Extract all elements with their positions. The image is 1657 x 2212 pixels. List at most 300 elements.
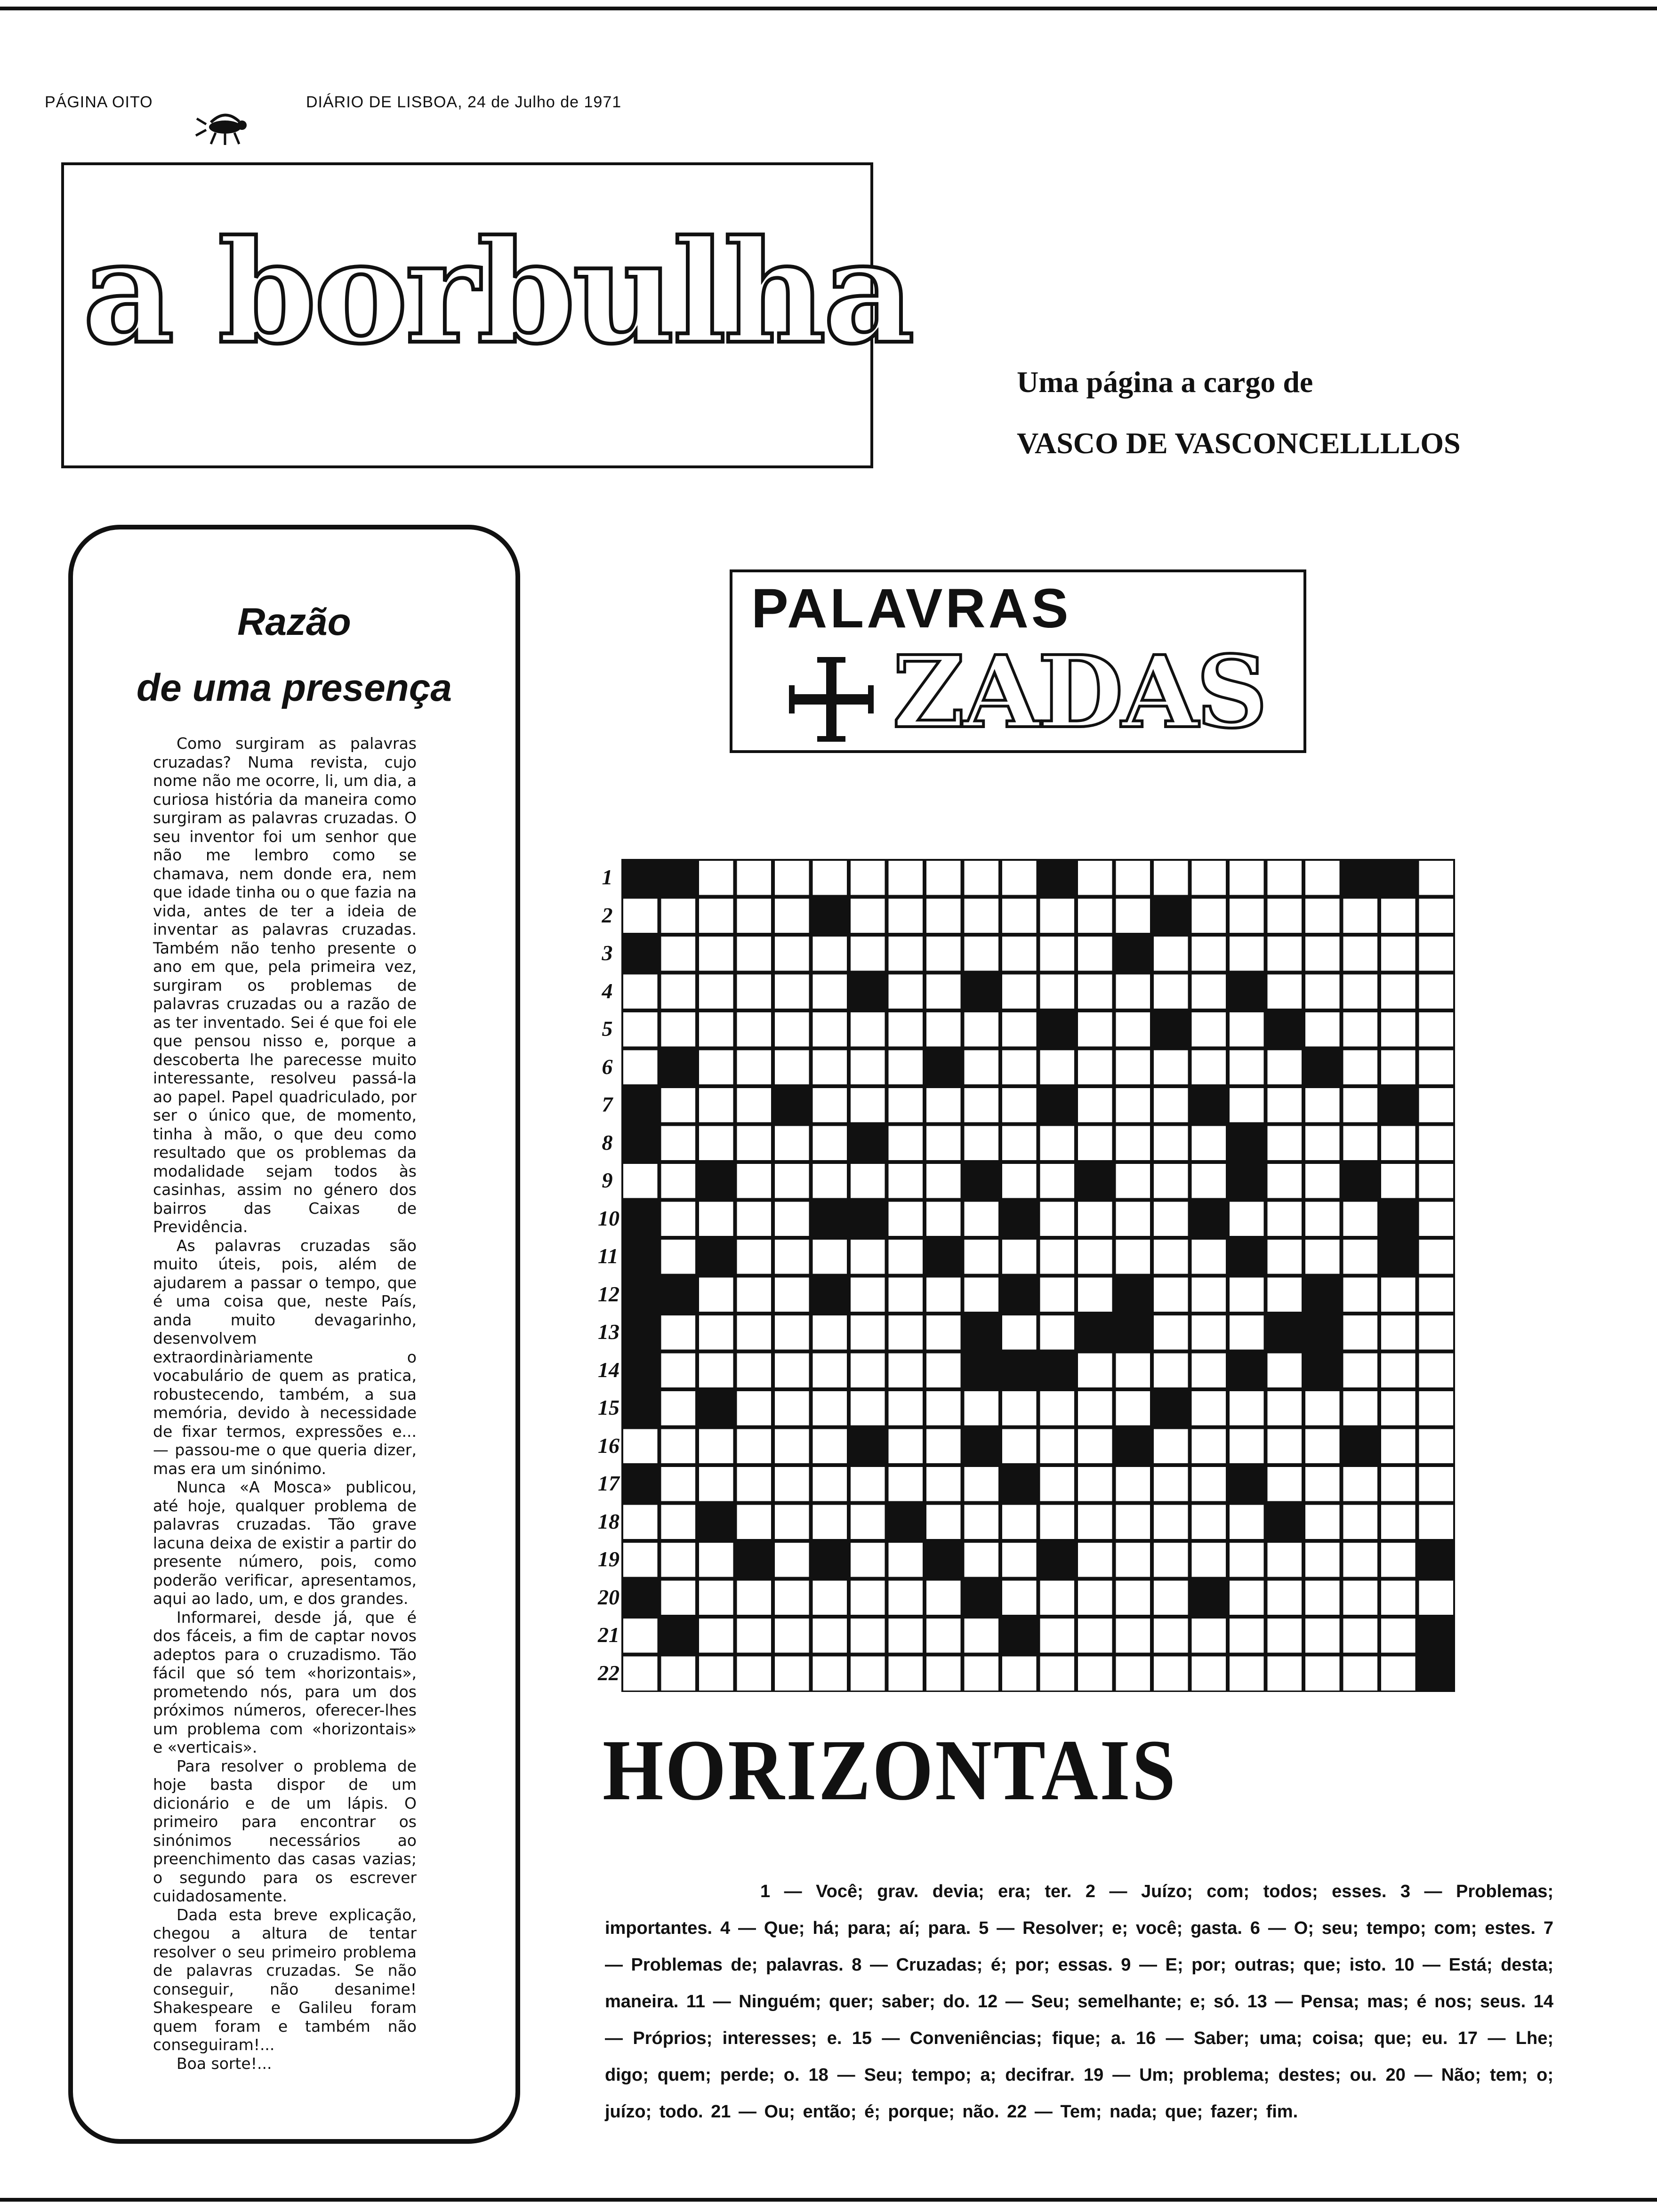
grid-cell-white[interactable] [965, 1467, 999, 1501]
grid-cell-white[interactable] [889, 1619, 923, 1653]
grid-cell-white[interactable] [1268, 1126, 1302, 1161]
grid-cell-white[interactable] [661, 1543, 696, 1577]
grid-cell-white[interactable] [1116, 1126, 1150, 1161]
grid-cell-white[interactable] [1381, 1543, 1416, 1577]
grid-cell-white[interactable] [1154, 1354, 1188, 1388]
grid-cell-white[interactable] [1078, 937, 1112, 971]
grid-cell-white[interactable] [1268, 1543, 1302, 1577]
grid-cell-white[interactable] [1305, 1429, 1340, 1464]
grid-cell-white[interactable] [661, 1202, 696, 1236]
grid-cell-white[interactable] [813, 1505, 847, 1539]
grid-cell-white[interactable] [1078, 1278, 1112, 1312]
grid-cell-white[interactable] [775, 975, 809, 1009]
grid-cell-white[interactable] [1002, 861, 1037, 895]
grid-cell-white[interactable] [1116, 1164, 1150, 1198]
grid-cell-white[interactable] [775, 1012, 809, 1047]
grid-cell-white[interactable] [623, 1657, 658, 1691]
grid-cell-white[interactable] [965, 899, 999, 933]
grid-cell-white[interactable] [1305, 1657, 1340, 1691]
grid-cell-white[interactable] [1078, 861, 1112, 895]
grid-cell-white[interactable] [1192, 1050, 1226, 1085]
grid-cell-white[interactable] [623, 1619, 658, 1653]
grid-cell-white[interactable] [1078, 1657, 1112, 1691]
grid-cell-white[interactable] [1230, 1202, 1264, 1236]
grid-cell-white[interactable] [813, 1088, 847, 1122]
grid-cell-white[interactable] [965, 1012, 999, 1047]
grid-cell-white[interactable] [1154, 1581, 1188, 1615]
grid-cell-white[interactable] [1343, 1202, 1378, 1236]
grid-cell-white[interactable] [889, 1240, 923, 1274]
grid-cell-white[interactable] [1419, 1088, 1454, 1122]
grid-cell-white[interactable] [623, 1429, 658, 1464]
grid-cell-white[interactable] [1192, 1240, 1226, 1274]
grid-cell-white[interactable] [1078, 1467, 1112, 1501]
grid-cell-white[interactable] [1268, 899, 1302, 933]
grid-cell-white[interactable] [813, 1050, 847, 1085]
grid-cell-white[interactable] [699, 899, 733, 933]
grid-cell-white[interactable] [1230, 937, 1264, 971]
grid-cell-white[interactable] [1268, 1164, 1302, 1198]
grid-cell-white[interactable] [623, 1543, 658, 1577]
grid-cell-white[interactable] [1040, 1429, 1075, 1464]
grid-cell-white[interactable] [1192, 1505, 1226, 1539]
grid-cell-white[interactable] [813, 1012, 847, 1047]
grid-cell-white[interactable] [1419, 1429, 1454, 1464]
grid-cell-white[interactable] [1305, 899, 1340, 933]
grid-cell-white[interactable] [813, 1581, 847, 1615]
grid-cell-white[interactable] [1192, 861, 1226, 895]
grid-cell-white[interactable] [775, 1543, 809, 1577]
grid-cell-white[interactable] [737, 1012, 772, 1047]
grid-cell-white[interactable] [1230, 1429, 1264, 1464]
grid-cell-white[interactable] [1305, 1012, 1340, 1047]
grid-cell-white[interactable] [1343, 937, 1378, 971]
grid-cell-white[interactable] [1040, 1240, 1075, 1274]
grid-cell-white[interactable] [1343, 1012, 1378, 1047]
grid-cell-white[interactable] [965, 1505, 999, 1539]
grid-cell-white[interactable] [661, 975, 696, 1009]
grid-cell-white[interactable] [1002, 1391, 1037, 1426]
grid-cell-white[interactable] [737, 1657, 772, 1691]
grid-cell-white[interactable] [851, 899, 885, 933]
grid-cell-white[interactable] [1305, 975, 1340, 1009]
grid-cell-white[interactable] [775, 1240, 809, 1274]
grid-cell-white[interactable] [813, 937, 847, 971]
grid-cell-white[interactable] [737, 975, 772, 1009]
grid-cell-white[interactable] [1116, 899, 1150, 933]
grid-cell-white[interactable] [1154, 1429, 1188, 1464]
grid-cell-white[interactable] [1116, 1619, 1150, 1653]
grid-cell-white[interactable] [1305, 1391, 1340, 1426]
grid-cell-white[interactable] [1154, 861, 1188, 895]
grid-cell-white[interactable] [813, 1619, 847, 1653]
grid-cell-white[interactable] [1230, 1581, 1264, 1615]
grid-cell-white[interactable] [1040, 975, 1075, 1009]
grid-cell-white[interactable] [1419, 1505, 1454, 1539]
grid-cell-white[interactable] [623, 1164, 658, 1198]
grid-cell-white[interactable] [851, 1240, 885, 1274]
grid-cell-white[interactable] [1268, 975, 1302, 1009]
grid-cell-white[interactable] [851, 1391, 885, 1426]
grid-cell-white[interactable] [661, 1391, 696, 1426]
grid-cell-white[interactable] [1230, 1657, 1264, 1691]
grid-cell-white[interactable] [1078, 1126, 1112, 1161]
grid-cell-white[interactable] [1154, 1467, 1188, 1501]
grid-cell-white[interactable] [851, 1505, 885, 1539]
grid-cell-white[interactable] [1116, 1050, 1150, 1085]
grid-cell-white[interactable] [1192, 1315, 1226, 1350]
grid-cell-white[interactable] [737, 1088, 772, 1122]
grid-cell-white[interactable] [1419, 975, 1454, 1009]
grid-cell-white[interactable] [1381, 1581, 1416, 1615]
grid-cell-white[interactable] [1305, 1126, 1340, 1161]
grid-cell-white[interactable] [813, 1240, 847, 1274]
grid-cell-white[interactable] [926, 975, 961, 1009]
grid-cell-white[interactable] [1419, 1240, 1454, 1274]
grid-cell-white[interactable] [1230, 1050, 1264, 1085]
grid-cell-white[interactable] [889, 975, 923, 1009]
grid-cell-white[interactable] [1381, 1391, 1416, 1426]
grid-cell-white[interactable] [889, 1202, 923, 1236]
grid-cell-white[interactable] [699, 1278, 733, 1312]
grid-cell-white[interactable] [889, 1315, 923, 1350]
grid-cell-white[interactable] [965, 937, 999, 971]
grid-cell-white[interactable] [1116, 1202, 1150, 1236]
grid-cell-white[interactable] [889, 1050, 923, 1085]
grid-cell-white[interactable] [699, 1581, 733, 1615]
grid-cell-white[interactable] [851, 1278, 885, 1312]
grid-cell-white[interactable] [889, 1126, 923, 1161]
grid-cell-white[interactable] [1002, 1088, 1037, 1122]
grid-cell-white[interactable] [661, 1240, 696, 1274]
grid-cell-white[interactable] [926, 1467, 961, 1501]
grid-cell-white[interactable] [1078, 1581, 1112, 1615]
grid-cell-white[interactable] [889, 1657, 923, 1691]
grid-cell-white[interactable] [1343, 1354, 1378, 1388]
grid-cell-white[interactable] [1343, 975, 1378, 1009]
grid-cell-white[interactable] [1305, 937, 1340, 971]
grid-cell-white[interactable] [623, 1505, 658, 1539]
grid-cell-white[interactable] [889, 1543, 923, 1577]
grid-cell-white[interactable] [1192, 975, 1226, 1009]
grid-cell-white[interactable] [965, 1202, 999, 1236]
grid-cell-white[interactable] [661, 899, 696, 933]
grid-cell-white[interactable] [737, 1126, 772, 1161]
grid-cell-white[interactable] [965, 1543, 999, 1577]
grid-cell-white[interactable] [851, 1467, 885, 1501]
grid-cell-white[interactable] [1268, 1391, 1302, 1426]
grid-cell-white[interactable] [661, 1126, 696, 1161]
grid-cell-white[interactable] [1154, 1164, 1188, 1198]
grid-cell-white[interactable] [699, 1202, 733, 1236]
grid-cell-white[interactable] [1381, 1505, 1416, 1539]
grid-cell-white[interactable] [1040, 899, 1075, 933]
grid-cell-white[interactable] [813, 1657, 847, 1691]
grid-cell-white[interactable] [1268, 1278, 1302, 1312]
grid-cell-white[interactable] [926, 1619, 961, 1653]
grid-cell-white[interactable] [889, 1429, 923, 1464]
grid-cell-white[interactable] [699, 1088, 733, 1122]
grid-cell-white[interactable] [1230, 1391, 1264, 1426]
grid-cell-white[interactable] [661, 937, 696, 971]
grid-cell-white[interactable] [851, 1164, 885, 1198]
grid-cell-white[interactable] [813, 1429, 847, 1464]
grid-cell-white[interactable] [851, 1012, 885, 1047]
grid-cell-white[interactable] [1154, 975, 1188, 1009]
grid-cell-white[interactable] [1419, 1126, 1454, 1161]
grid-cell-white[interactable] [1343, 1088, 1378, 1122]
grid-cell-white[interactable] [775, 1315, 809, 1350]
grid-cell-white[interactable] [1419, 937, 1454, 971]
grid-cell-white[interactable] [926, 1126, 961, 1161]
grid-cell-white[interactable] [965, 1657, 999, 1691]
grid-cell-white[interactable] [1230, 1315, 1264, 1350]
grid-cell-white[interactable] [623, 899, 658, 933]
grid-cell-white[interactable] [1078, 1619, 1112, 1653]
grid-cell-white[interactable] [1268, 1619, 1302, 1653]
grid-cell-white[interactable] [1381, 1657, 1416, 1691]
grid-cell-white[interactable] [1381, 1126, 1416, 1161]
grid-cell-white[interactable] [926, 1202, 961, 1236]
grid-cell-white[interactable] [1305, 1505, 1340, 1539]
grid-cell-white[interactable] [926, 861, 961, 895]
grid-cell-white[interactable] [1154, 1543, 1188, 1577]
grid-cell-white[interactable] [851, 1619, 885, 1653]
grid-cell-white[interactable] [1381, 1315, 1416, 1350]
grid-cell-white[interactable] [1305, 1164, 1340, 1198]
grid-cell-white[interactable] [1192, 899, 1226, 933]
grid-cell-white[interactable] [1192, 1012, 1226, 1047]
grid-cell-white[interactable] [1002, 937, 1037, 971]
grid-cell-white[interactable] [1192, 1391, 1226, 1426]
grid-cell-white[interactable] [699, 1126, 733, 1161]
grid-cell-white[interactable] [1002, 1505, 1037, 1539]
grid-cell-white[interactable] [661, 1505, 696, 1539]
grid-cell-white[interactable] [699, 1012, 733, 1047]
grid-cell-white[interactable] [1419, 1050, 1454, 1085]
grid-cell-white[interactable] [1381, 1619, 1416, 1653]
grid-cell-white[interactable] [1154, 1240, 1188, 1274]
grid-cell-white[interactable] [889, 1164, 923, 1198]
grid-cell-white[interactable] [1419, 1164, 1454, 1198]
grid-cell-white[interactable] [775, 1429, 809, 1464]
grid-cell-white[interactable] [889, 1088, 923, 1122]
grid-cell-white[interactable] [1381, 1467, 1416, 1501]
grid-cell-white[interactable] [1040, 1050, 1075, 1085]
grid-cell-white[interactable] [1002, 975, 1037, 1009]
grid-cell-white[interactable] [699, 937, 733, 971]
grid-cell-white[interactable] [699, 861, 733, 895]
grid-cell-white[interactable] [1343, 1657, 1378, 1691]
grid-cell-white[interactable] [1343, 1050, 1378, 1085]
grid-cell-white[interactable] [661, 1657, 696, 1691]
grid-cell-white[interactable] [1002, 899, 1037, 933]
grid-cell-white[interactable] [1192, 1429, 1226, 1464]
grid-cell-white[interactable] [1419, 1467, 1454, 1501]
grid-cell-white[interactable] [926, 1391, 961, 1426]
grid-cell-white[interactable] [813, 1391, 847, 1426]
grid-cell-white[interactable] [1268, 937, 1302, 971]
grid-cell-white[interactable] [1154, 1126, 1188, 1161]
grid-cell-white[interactable] [661, 1315, 696, 1350]
grid-cell-white[interactable] [813, 1315, 847, 1350]
grid-cell-white[interactable] [1078, 1050, 1112, 1085]
grid-cell-white[interactable] [1419, 899, 1454, 933]
grid-cell-white[interactable] [737, 1467, 772, 1501]
grid-cell-white[interactable] [813, 1164, 847, 1198]
grid-cell-white[interactable] [1192, 1278, 1226, 1312]
grid-cell-white[interactable] [737, 937, 772, 971]
grid-cell-white[interactable] [1078, 1429, 1112, 1464]
grid-cell-white[interactable] [926, 1429, 961, 1464]
grid-cell-white[interactable] [1230, 1088, 1264, 1122]
grid-cell-white[interactable] [1343, 1619, 1378, 1653]
grid-cell-white[interactable] [1343, 1467, 1378, 1501]
grid-cell-white[interactable] [775, 1202, 809, 1236]
grid-cell-white[interactable] [1268, 1467, 1302, 1501]
grid-cell-white[interactable] [1230, 861, 1264, 895]
grid-cell-white[interactable] [1381, 975, 1416, 1009]
grid-cell-white[interactable] [1154, 1657, 1188, 1691]
grid-cell-white[interactable] [1343, 1505, 1378, 1539]
grid-cell-white[interactable] [889, 1467, 923, 1501]
grid-cell-white[interactable] [775, 1657, 809, 1691]
grid-cell-white[interactable] [1419, 1202, 1454, 1236]
grid-cell-white[interactable] [737, 1505, 772, 1539]
grid-cell-white[interactable] [1192, 1619, 1226, 1653]
grid-cell-white[interactable] [1002, 1164, 1037, 1198]
grid-cell-white[interactable] [965, 1050, 999, 1085]
grid-cell-white[interactable] [1078, 975, 1112, 1009]
grid-cell-white[interactable] [1040, 1581, 1075, 1615]
grid-cell-white[interactable] [1268, 1581, 1302, 1615]
grid-cell-white[interactable] [775, 1505, 809, 1539]
grid-cell-white[interactable] [926, 1088, 961, 1122]
grid-cell-white[interactable] [1078, 1391, 1112, 1426]
grid-cell-white[interactable] [1116, 1012, 1150, 1047]
grid-cell-white[interactable] [926, 937, 961, 971]
grid-cell-white[interactable] [1305, 861, 1340, 895]
grid-cell-white[interactable] [1230, 1505, 1264, 1539]
grid-cell-white[interactable] [1192, 1467, 1226, 1501]
grid-cell-white[interactable] [1078, 1543, 1112, 1577]
grid-cell-white[interactable] [1192, 1354, 1226, 1388]
grid-cell-white[interactable] [775, 1619, 809, 1653]
grid-cell-white[interactable] [1116, 1391, 1150, 1426]
grid-cell-white[interactable] [1078, 1088, 1112, 1122]
grid-cell-white[interactable] [1419, 1315, 1454, 1350]
grid-cell-white[interactable] [1305, 1240, 1340, 1274]
grid-cell-white[interactable] [775, 1050, 809, 1085]
grid-cell-white[interactable] [1002, 1050, 1037, 1085]
grid-cell-white[interactable] [1116, 1354, 1150, 1388]
grid-cell-white[interactable] [965, 1088, 999, 1122]
grid-cell-white[interactable] [1343, 1126, 1378, 1161]
grid-cell-white[interactable] [661, 1467, 696, 1501]
grid-cell-white[interactable] [1040, 1126, 1075, 1161]
grid-cell-white[interactable] [775, 1391, 809, 1426]
grid-cell-white[interactable] [1343, 1240, 1378, 1274]
grid-cell-white[interactable] [1268, 861, 1302, 895]
grid-cell-white[interactable] [889, 937, 923, 971]
grid-cell-white[interactable] [1343, 899, 1378, 933]
grid-cell-white[interactable] [1002, 1315, 1037, 1350]
grid-cell-white[interactable] [1040, 1657, 1075, 1691]
grid-cell-white[interactable] [1305, 1619, 1340, 1653]
grid-cell-white[interactable] [1116, 861, 1150, 895]
grid-cell-white[interactable] [1116, 1543, 1150, 1577]
grid-cell-white[interactable] [1116, 1505, 1150, 1539]
grid-cell-white[interactable] [623, 1012, 658, 1047]
grid-cell-white[interactable] [1192, 937, 1226, 971]
grid-cell-white[interactable] [1192, 1543, 1226, 1577]
grid-cell-white[interactable] [737, 1354, 772, 1388]
grid-cell-white[interactable] [1002, 1429, 1037, 1464]
grid-cell-white[interactable] [1040, 937, 1075, 971]
grid-cell-white[interactable] [1040, 1505, 1075, 1539]
grid-cell-white[interactable] [1268, 1657, 1302, 1691]
grid-cell-white[interactable] [737, 1050, 772, 1085]
grid-cell-white[interactable] [1040, 1619, 1075, 1653]
grid-cell-white[interactable] [1305, 1581, 1340, 1615]
grid-cell-white[interactable] [623, 975, 658, 1009]
grid-cell-white[interactable] [889, 1354, 923, 1388]
grid-cell-white[interactable] [1419, 1391, 1454, 1426]
grid-cell-white[interactable] [813, 861, 847, 895]
grid-cell-white[interactable] [699, 1619, 733, 1653]
grid-cell-white[interactable] [775, 1467, 809, 1501]
grid-cell-white[interactable] [1040, 1164, 1075, 1198]
grid-cell-white[interactable] [889, 1278, 923, 1312]
grid-cell-white[interactable] [1154, 1202, 1188, 1236]
grid-cell-white[interactable] [1381, 1429, 1416, 1464]
grid-cell-white[interactable] [1305, 1202, 1340, 1236]
grid-cell-white[interactable] [926, 899, 961, 933]
grid-cell-white[interactable] [737, 1315, 772, 1350]
grid-cell-white[interactable] [889, 1012, 923, 1047]
grid-cell-white[interactable] [813, 1467, 847, 1501]
grid-cell-white[interactable] [1002, 1543, 1037, 1577]
grid-cell-white[interactable] [1002, 1240, 1037, 1274]
grid-cell-white[interactable] [1268, 1354, 1302, 1388]
grid-cell-white[interactable] [737, 1164, 772, 1198]
grid-cell-white[interactable] [1116, 1088, 1150, 1122]
grid-cell-white[interactable] [851, 1354, 885, 1388]
grid-cell-white[interactable] [1381, 1278, 1416, 1312]
grid-cell-white[interactable] [926, 1315, 961, 1350]
grid-cell-white[interactable] [1154, 1505, 1188, 1539]
grid-cell-white[interactable] [813, 1126, 847, 1161]
grid-cell-white[interactable] [1078, 1202, 1112, 1236]
grid-cell-white[interactable] [889, 1391, 923, 1426]
grid-cell-white[interactable] [926, 1505, 961, 1539]
grid-cell-white[interactable] [699, 1543, 733, 1577]
grid-cell-white[interactable] [699, 1315, 733, 1350]
grid-cell-white[interactable] [1268, 1088, 1302, 1122]
grid-cell-white[interactable] [699, 1429, 733, 1464]
grid-cell-white[interactable] [1305, 1088, 1340, 1122]
grid-cell-white[interactable] [1192, 1164, 1226, 1198]
grid-cell-white[interactable] [661, 1581, 696, 1615]
grid-cell-white[interactable] [1343, 1391, 1378, 1426]
grid-cell-white[interactable] [737, 899, 772, 933]
grid-cell-white[interactable] [661, 1012, 696, 1047]
grid-cell-white[interactable] [1154, 1278, 1188, 1312]
grid-cell-white[interactable] [699, 975, 733, 1009]
grid-cell-white[interactable] [1040, 1202, 1075, 1236]
grid-cell-white[interactable] [737, 1429, 772, 1464]
grid-cell-white[interactable] [661, 1164, 696, 1198]
